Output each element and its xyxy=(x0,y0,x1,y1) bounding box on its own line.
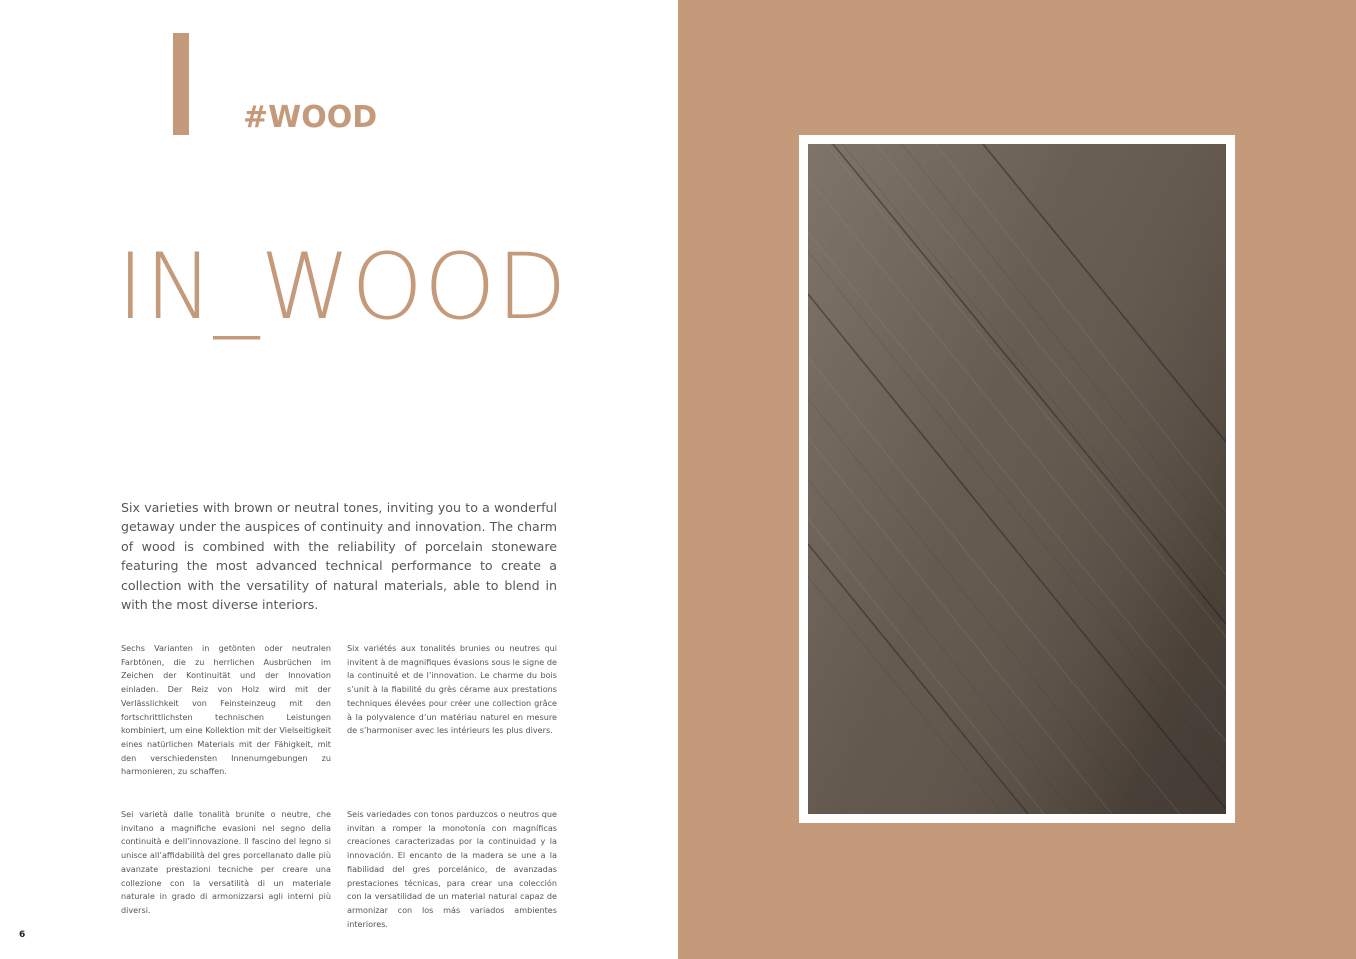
page-number: 6 xyxy=(19,930,26,940)
page-title: IN_WOOD xyxy=(117,235,568,340)
wood-floor-photo xyxy=(808,144,1226,814)
photo-frame xyxy=(799,135,1235,823)
hashtag-label: #WOOD xyxy=(243,100,378,135)
section-numeral-bar xyxy=(173,33,189,135)
text-column-es: Seis variedades con tonos parduzcos o neutros que invitan a romper la monotonía con magníficas creaciones caracterizadas por la continuidad y la innovación. El encanto de la madera se une a la fiabilidad del gres porcelánico, de avanzadas prestaciones técnicas, para crear una colección con la versatilidad de un material natural capaz de armonizar con los más variados ambientes interiores. xyxy=(347,809,557,929)
intro-text-en: Six varieties with brown or neutral tones, inviting you to a wonderful getaway under the auspices of continuity and innovation. The charm of wood is combined with the reliability of porcelain stoneware featuring the most advanced technical performance to create a collection with the versatility of natural materials, able to blend in with the most diverse interiors. xyxy=(121,500,557,613)
wood-floor-image xyxy=(808,144,1226,814)
text-column-fr: Six variétés aux tonalités brunies ou neutres qui invitent à de magnifiques évasions sous le signe de la continuité et de l’innovation. Le charme du bois s’unit à la fiabilité du grès cérame aux prestations techniques élevées pour créer une collection grâce à la polyvalence d’un matériau naturel en mesure de s’harmoniser avec les intérieurs les plus divers. xyxy=(347,643,557,736)
text-column-de: Sechs Varianten in getönten oder neutralen Farbtönen, die zu herrlichen Ausbrüchen im Zeichen der Kontinuität und der Innovation einladen. Der Reiz von Holz wird mit der Verlässlichkeit von Feinsteinzeug mit den fortschrittlichsten technischen Leistungen kombiniert, um eine Kollektion mit der Vielseitigkeit eines natürlichen Materials mit der Fähigkeit, mit den verschiedensten Innenumgebungen zu harmonieren, zu schaffen. xyxy=(121,643,331,777)
text-column-it: Sei varietà dalle tonalità brunite o neutre, che invitano a magnifiche evasioni nel segno della continuità e dell’innovazione. Il fascino del legno si unisce all’affidabilità del gres porcellanato dalle più avanzate prestazioni tecniche per creare una collezione con la versatilità di un materiale naturale in grado di armonizzarsi agli interni più diversi. xyxy=(121,809,331,915)
